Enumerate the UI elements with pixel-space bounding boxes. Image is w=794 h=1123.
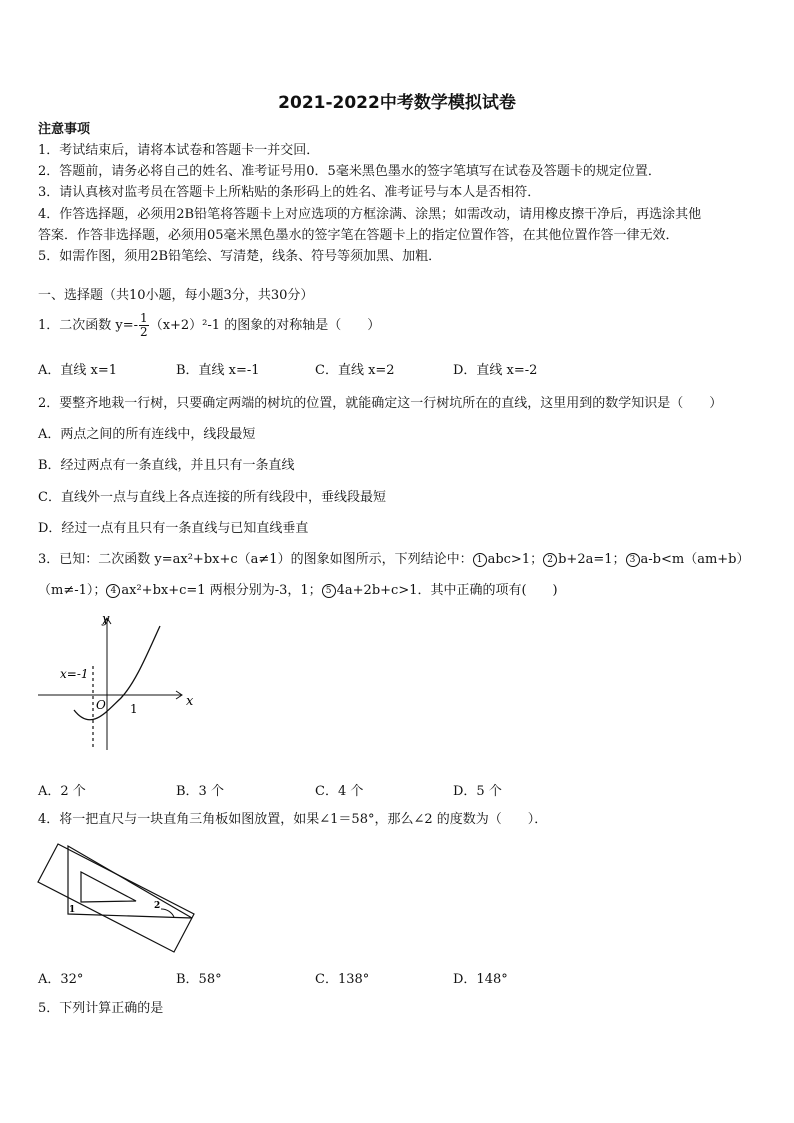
option-b: B．经过两点有一条直线，并且只有一条直线 bbox=[38, 458, 295, 473]
option-c: C．138° bbox=[315, 972, 370, 987]
y-axis-label: y bbox=[102, 612, 110, 627]
option-a: A．2 个 bbox=[38, 784, 86, 799]
option-a: A．32° bbox=[38, 972, 84, 987]
option-d: D．直线 x=-2 bbox=[453, 363, 538, 378]
ruler-shape bbox=[38, 844, 194, 952]
ruler-triangle-figure bbox=[34, 838, 200, 958]
q3-statement: b+2a=1； bbox=[558, 552, 626, 567]
angle-2-label: 2 bbox=[154, 901, 161, 911]
q3-statement: 4a+2b+c>1．其中正确的项有( ) bbox=[336, 583, 558, 598]
option-b: B．58° bbox=[176, 972, 222, 987]
fraction bbox=[139, 312, 149, 339]
tick-label-one: 1 bbox=[130, 702, 138, 716]
circled-number: 5 bbox=[322, 584, 336, 598]
question-4-stem: 4．将一把直尺与一块直角三角板如图放置，如果∠1＝58°，那么∠2 的度数为（ ）． bbox=[38, 812, 548, 827]
q1-text-before: 1．二次函数 y=- bbox=[38, 318, 139, 333]
page-title: 2021-2022中考数学模拟试卷 bbox=[278, 93, 516, 113]
option-c: C．直线外一点与直线上各点连接的所有线段中，垂线段最短 bbox=[38, 490, 386, 505]
option-c: C．4 个 bbox=[315, 784, 364, 799]
circled-number: 2 bbox=[543, 553, 557, 567]
x-axis-label: x bbox=[186, 694, 194, 709]
q3-text: （m≠-1）； bbox=[38, 583, 107, 598]
option-b: B．直线 x=-1 bbox=[176, 363, 260, 378]
notice-item: 2．答题前，请务必将自己的姓名、准考证号用0．5毫米黑色墨水的签字笔填写在试卷及答题卡的规定位置． bbox=[38, 164, 661, 179]
notice-heading: 注意事项 bbox=[38, 122, 91, 137]
option-b: B．3 个 bbox=[176, 784, 224, 799]
question-5-stem: 5．下列计算正确的是 bbox=[38, 1001, 164, 1016]
q1-text-after: （x+2）²-1 的图象的对称轴是（ ） bbox=[149, 318, 381, 333]
option-a: A．两点之间的所有连线中，线段最短 bbox=[38, 427, 256, 442]
circled-number: 3 bbox=[626, 553, 640, 567]
triangle-inner bbox=[81, 872, 136, 902]
question-2-stem: 2．要整齐地栽一行树，只要确定两端的树坑的位置，就能确定这一行树坑所在的直线，这里用到的数学知识是（ ） bbox=[38, 396, 723, 411]
notice-item: 1．考试结束后，请将本试卷和答题卡一并交回． bbox=[38, 143, 320, 158]
angle-1-label: 1 bbox=[69, 905, 76, 915]
symmetry-axis-label: x=-1 bbox=[60, 667, 89, 681]
circled-number: 4 bbox=[106, 584, 120, 598]
section-heading: 一、选择题（共10小题，每小题3分，共30分） bbox=[38, 288, 314, 303]
divider bbox=[42, 898, 68, 914]
q3-text: 3．已知：二次函数 y=ax²+bx+c（a≠1）的图象如图所示，下列结论中： bbox=[38, 552, 473, 567]
fraction-numerator: 1 bbox=[140, 311, 148, 325]
question-3-stem-line2 bbox=[38, 582, 558, 600]
option-d: D．148° bbox=[453, 972, 508, 987]
parabola-graph bbox=[36, 612, 206, 754]
notice-item: 答案．作答非选择题，必须用05毫米黑色墨水的签字笔在答题卡上的指定位置作答，在其他位置作答一律无效． bbox=[38, 228, 679, 243]
circled-number: 1 bbox=[473, 553, 487, 567]
angle-2-arc bbox=[161, 909, 174, 917]
q3-statement: a-b<m（am+b） bbox=[640, 552, 750, 567]
option-d: D．5 个 bbox=[453, 784, 502, 799]
origin-label: O bbox=[96, 698, 106, 712]
notice-item: 4．作答选择题，必须用2B铅笔将答题卡上对应选项的方框涂满、涂黑；如需改动，请用橡皮擦干净后，再选涂其他 bbox=[38, 207, 702, 222]
notice-item: 5．如需作图，须用2B铅笔绘、写清楚，线条、符号等须加黑、加粗． bbox=[38, 249, 442, 264]
question-3-stem-line1 bbox=[38, 551, 750, 569]
q3-statement: abc>1； bbox=[487, 552, 544, 567]
fraction-denominator: 2 bbox=[140, 325, 148, 339]
option-a: A．直线 x=1 bbox=[38, 363, 118, 378]
option-d: D．经过一点有且只有一条直线与已知直线垂直 bbox=[38, 521, 309, 536]
option-c: C．直线 x=2 bbox=[315, 363, 395, 378]
question-1-stem bbox=[38, 312, 380, 340]
notice-item: 3．请认真核对监考员在答题卡上所粘贴的条形码上的姓名、准考证号与本人是否相符． bbox=[38, 185, 541, 200]
q3-statement: ax²+bx+c=1 两根分别为-3，1； bbox=[121, 583, 322, 598]
